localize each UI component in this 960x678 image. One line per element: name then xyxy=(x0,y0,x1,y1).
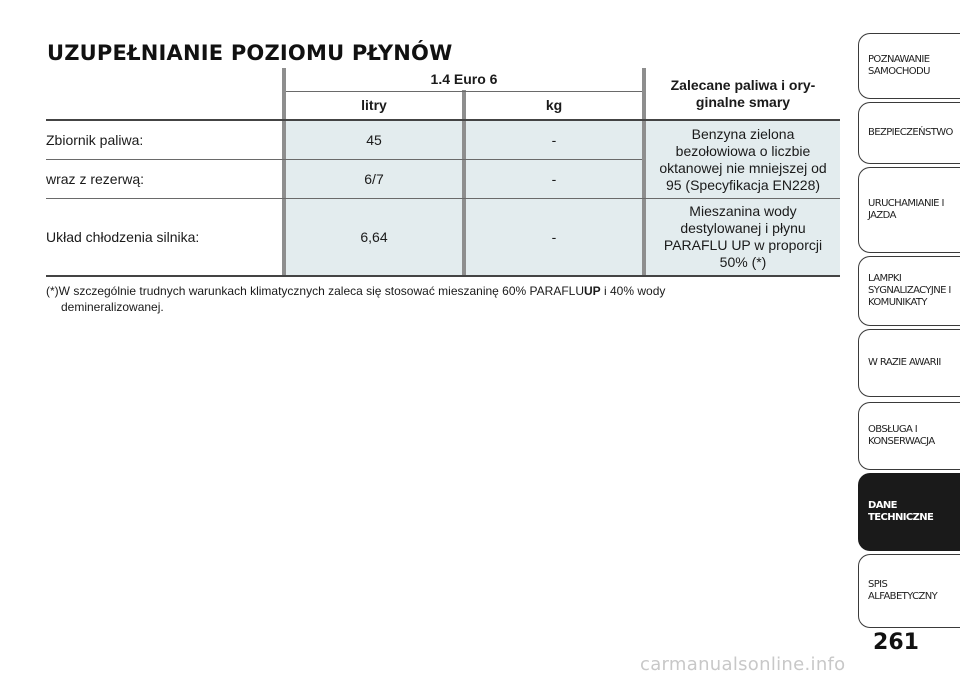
tab-dane-techniczne[interactable]: DANE TECHNICZNE xyxy=(858,473,960,551)
footnote xyxy=(46,283,746,315)
tab-spis-alfabetyczny[interactable]: SPIS ALFABETYCZNY xyxy=(858,554,960,628)
row-label: wraz z rezerwą: xyxy=(46,170,145,187)
row-label: Zbiornik paliwa: xyxy=(46,131,144,148)
row-label: Układ chłodzenia silnika: xyxy=(46,228,200,245)
tab-lampki-sygnalizacyjne[interactable]: LAMPKI SYGNALIZACYJNE I KOMUNIKATY xyxy=(858,256,960,326)
tab-bezpieczenstwo[interactable]: BEZPIECZEŃSTWO xyxy=(858,102,960,164)
cell-litry: 45 xyxy=(286,121,462,159)
table-bottom-rule xyxy=(46,275,840,277)
tab-poznawanie-samochodu[interactable]: POZNAWANIE SAMOCHODU xyxy=(858,33,960,99)
coolant-spec-cell: Mieszanina wody destylowanej i płynu PARAFLU UP w proporcji 50% (*) xyxy=(646,199,840,275)
watermark: carmanualsonline.info xyxy=(640,654,846,675)
tab-uruchamianie-i-jazda[interactable]: URUCHAMIANIE I JAZDA xyxy=(858,167,960,253)
footnote-line-1: (*)W szczególnie trudnych warunkach klimatycznych zaleca się stosować mieszaninę 60% PARAFLUUP i 40% wody xyxy=(46,284,666,298)
cell-kg: - xyxy=(466,199,642,275)
cell-litry: 6/7 xyxy=(286,160,462,198)
engine-header: 1.4 Euro 6 xyxy=(430,70,498,87)
header-divider xyxy=(286,91,642,92)
footnote-line-2: demineralizowanej. xyxy=(61,300,164,314)
tab-w-razie-awarii[interactable]: W RAZIE AWARII xyxy=(858,329,960,397)
footnote-bold: UP xyxy=(584,284,601,298)
cell-kg: - xyxy=(466,121,642,159)
column-header-litry: litry xyxy=(361,97,387,113)
page-title: UZUPEŁNIANIE POZIOMU PŁYNÓW xyxy=(47,41,453,65)
page-number: 261 xyxy=(873,630,919,655)
cell-litry: 6,64 xyxy=(286,199,462,275)
column-header-kg: kg xyxy=(545,97,563,113)
cell-kg: - xyxy=(466,160,642,198)
column-header-fuels: Zalecane paliwa i ory-ginalne smary xyxy=(670,77,816,110)
tab-obsluga-i-konserwacja[interactable]: OBSŁUGA I KONSERWACJA xyxy=(858,402,960,470)
fuel-spec-cell: Benzyna zielona bezołowiowa o liczbie oktanowej nie mniejszej od 95 (Specyfikacja EN228) xyxy=(646,121,840,198)
